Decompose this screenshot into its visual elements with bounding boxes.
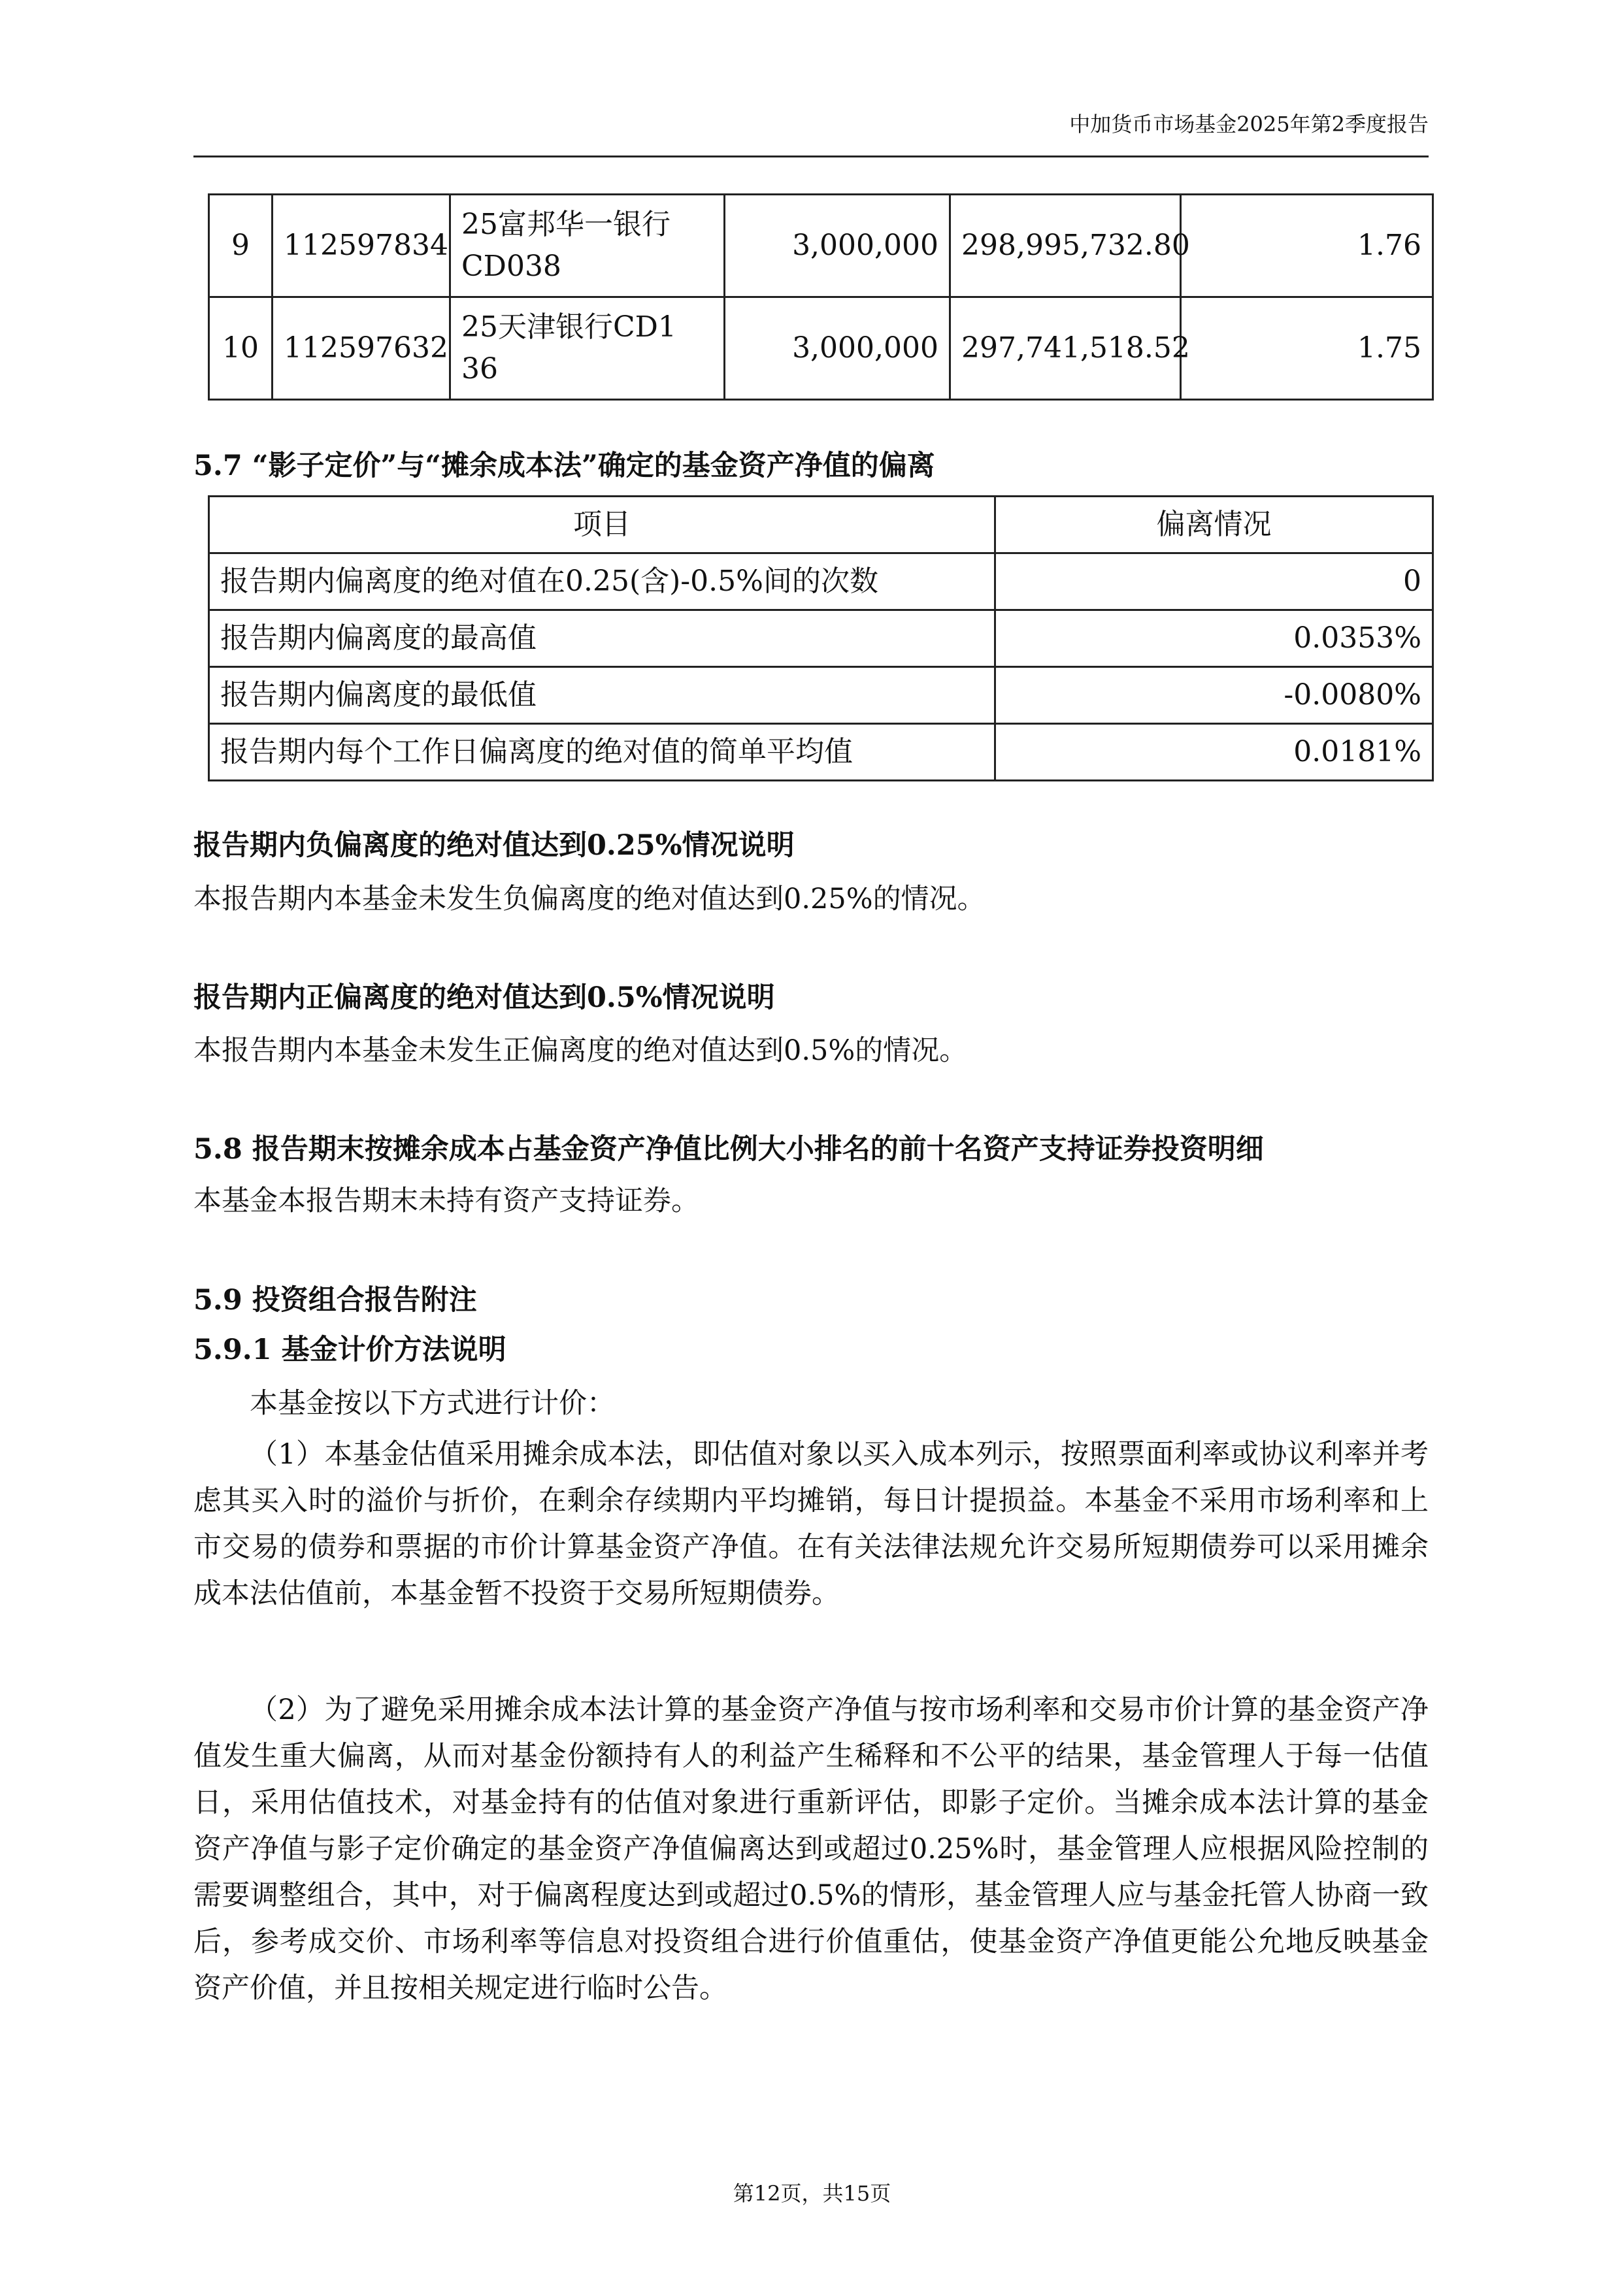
quantity: 3,000,000 — [725, 195, 950, 297]
security-code: 112597632 — [273, 297, 450, 400]
fair-value: 298,995,732.80 — [950, 195, 1181, 297]
row-number: 10 — [209, 297, 273, 400]
positive-deviation-title: 报告期内正偏离度的绝对值达到0.5%情况说明 — [193, 981, 775, 1014]
deviation-value: 0 — [995, 553, 1433, 610]
deviation-label: 报告期内偏离度的最低值 — [209, 667, 995, 724]
header-rule — [193, 156, 1429, 157]
section-5-8-title: 5.8 报告期末按摊余成本占基金资产净值比例大小排名的前十名资产支持证券投资明细 — [193, 1133, 1264, 1166]
deviation-value: -0.0080% — [995, 667, 1433, 724]
net-value-ratio: 1.76 — [1181, 195, 1433, 297]
table-row — [209, 297, 1433, 400]
table-row — [209, 195, 1433, 297]
page-header: 中加货币市场基金2025年第2季度报告 — [1069, 112, 1429, 137]
section-5-9-title: 5.9 投资组合报告附注 — [193, 1284, 477, 1317]
security-name-line2: CD038 — [461, 250, 561, 283]
section-5-7-title: 5.7 “影子定价”与“摊余成本法”确定的基金资产净值的偏离 — [193, 450, 935, 482]
security-name-line1: 25天津银行CD1 — [461, 310, 676, 344]
security-name-line1: 25富邦华一银行 — [461, 208, 671, 241]
col-header-value: 偏离情况 — [995, 497, 1433, 553]
page-footer: 第12页，共15页 — [733, 2181, 891, 2206]
security-name — [450, 195, 725, 297]
deviation-value: 0.0181% — [995, 724, 1433, 781]
pricing-paragraph-1: （1）本基金估值采用摊余成本法，即估值对象以买入成本列示，按照票面利率或协议利率并考虑其买入时的溢价与折价，在剩余存续期内平均摊销，每日计提损益。本基金不采用市场利率和上市交易的债券和票据的市价计算基金资产净值。在有关法律法规允许交易所短期债券可以采用摊余成本法估值前，本基金暂不投资于交易所短期债券。 — [193, 1438, 1429, 1610]
security-code: 112597834 — [273, 195, 450, 297]
deviation-table — [208, 495, 1434, 781]
deviation-label: 报告期内每个工作日偏离度的绝对值的简单平均值 — [209, 724, 995, 781]
section-5-9-1-title: 5.9.1 基金计价方法说明 — [193, 1334, 506, 1366]
holdings-table — [208, 193, 1434, 401]
deviation-label: 报告期内偏离度的绝对值在0.25(含)-0.5%间的次数 — [209, 553, 995, 610]
table-row — [209, 667, 1433, 724]
deviation-label: 报告期内偏离度的最高值 — [209, 610, 995, 667]
table-row — [209, 724, 1433, 781]
security-name-line2: 36 — [461, 352, 498, 385]
pricing-intro: 本基金按以下方式进行计价： — [250, 1387, 615, 1420]
table-row — [209, 610, 1433, 667]
table-header-row — [209, 497, 1433, 553]
negative-deviation-title: 报告期内负偏离度的绝对值达到0.25%情况说明 — [193, 829, 795, 862]
deviation-value: 0.0353% — [995, 610, 1433, 667]
negative-deviation-text: 本报告期内本基金未发生负偏离度的绝对值达到0.25%的情况。 — [193, 883, 986, 915]
positive-deviation-text: 本报告期内本基金未发生正偏离度的绝对值达到0.5%的情况。 — [193, 1034, 968, 1067]
security-name — [450, 297, 725, 400]
col-header-item: 项目 — [209, 497, 995, 553]
row-number: 9 — [209, 195, 273, 297]
net-value-ratio: 1.75 — [1181, 297, 1433, 400]
pricing-paragraph-2: （2）为了避免采用摊余成本法计算的基金资产净值与按市场利率和交易市价计算的基金资产净值发生重大偏离，从而对基金份额持有人的利益产生稀释和不公平的结果，基金管理人于每一估值日，采用估值技术，对基金持有的估值对象进行重新评估，即影子定价。当摊余成本法计算的基金资产净值与影子定价确定的基金资产净值偏离达到或超过0.25%时，基金管理人应根据风险控制的需要调整组合，其中，对于偏离程度达到或超过0.5%的情形，基金管理人应与基金托管人协商一致后，参考成交价、市场利率等信息对投资组合进行价值重估，使基金资产净值更能公允地反映基金资产价值，并且按相关规定进行临时公告。 — [193, 1694, 1429, 2005]
section-5-8-text: 本基金本报告期末未持有资产支持证券。 — [193, 1185, 699, 1217]
table-row — [209, 553, 1433, 610]
fair-value: 297,741,518.52 — [950, 297, 1181, 400]
quantity: 3,000,000 — [725, 297, 950, 400]
